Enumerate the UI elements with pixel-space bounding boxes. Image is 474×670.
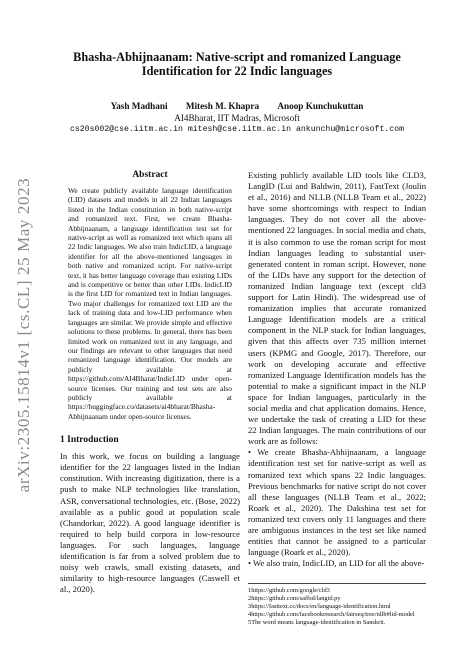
right-column (248, 170, 426, 569)
footnote-1[interactable]: 1https://github.com/google/cld3 (248, 587, 330, 594)
abstract-text: We create publicly available language identification (LID) datasets and models in all 22 Indian languages listed in the Indian constitution in both native-script and romanized text. First, we create Bhasha-Abhijnaanam, a language identification test set for native-script as well as romanized text which spans all 22 Indic languages. We also train IndicLID, a language identifier for all the above-mentioned languages in both native and romanized script. For native-script text, it has better language coverage than existing LIDs and is competitive or better than other LIDs. IndicLID is the first LID for romanized text in Indian languages. Two major challenges for romanized text LID are the lack of training data and low-LID performance when languages are similar. We provide simple and effective solutions to these problems. In general, there has been limited work on romanized text in any language, and our findings are relevant to other languages that need romanized language identification. Our models are publicly available at https://github.com/AI4Bharat/IndicLID under open-source licenses. Our training and test sets are also publicly available at https://huggingface.co/datasets/ai4bharat/Bhasha-Abhijnaanam under open-source licenses. (68, 186, 232, 421)
footnote-2[interactable]: 2https://github.com/saffsd/langid.py (248, 595, 341, 603)
title-line-1: Bhasha-Abhijnaanam: Native-script and romanized Language (73, 50, 401, 64)
paper-title (40, 50, 434, 78)
author-emails: cs20s002@cse.iitm.ac.in mitesh@cse.iitm.ac.in ankunchu@microsoft.com (69, 125, 405, 134)
author-3: Anoop Kunchukuttan (277, 101, 364, 111)
introduction-body (60, 451, 240, 595)
author-affiliations: AI4Bharat, IIT Madras, Microsoft (174, 113, 300, 123)
footnote-4[interactable]: 4https://github.com/facebookresearch/fairseq/tree/nllb#lid-model (248, 611, 415, 619)
author-block (40, 100, 434, 136)
title-line-2: Identification for 22 Indic languages (141, 64, 333, 78)
footnote-3[interactable]: 3https://fasttext.cc/docs/en/language-identification.html (248, 603, 391, 611)
author-1: Yash Madhani (110, 101, 168, 111)
introduction-heading: 1 Introduction (60, 435, 119, 446)
right-paragraph-2: • We create Bhasha-Abhijnaanam, a language identification test set for native-script as well as romanized text which spans 22 Indic languages. Previous benchmarks for native script do not cover all these languages (NLLB Team et al., 2022; Roark et al., 2020). The Dakshina test set for romanized text covers only 11 languages and there are ambiguous instances in the test set like named entities that cannot be assigned to a particular language (Roark et al., 2020). (248, 447, 426, 558)
abstract-heading: Abstract (132, 170, 168, 180)
arxiv-sidebar (4, 160, 34, 520)
left-column (60, 170, 240, 595)
right-paragraph-1: Existing publicly available LID tools like CLD3, LangID (Lui and Baldwin, 2011), FastText (Joulin et al., 2016) and NLLB (NLLB Team et al., 2022) have some shortcomings with respect to Indian languages. They do not cover all the above-mentioned 22 languages. In social media and chats, it is also common to use the roman script for most Indian languages leading to substantial user-generated content in roman script. However, none of the LIDs have any support for the detection of romanized Indian language text (except cld3 support for Latin Hindi). The widespread use of romanization implies that accurate romanized Language Identification models are a critical component in the NLP stack for Indian languages, given that this affects over 735 million internet users (KPMG and Google, 2017). Therefore, our work on developing accurate and effective romanized Language Identification models has the potential to make a significant impact in the NLP space for Indian languages, particularly in the social media and chat application domains. Hence, we undertake the task of creating a LID for these 22 Indian languages. The main contributions of our work are as follows: (248, 170, 426, 447)
right-paragraph-3: • We also train, IndicLID, an LID for all the above- (248, 558, 425, 569)
author-names (40, 100, 434, 112)
abstract-section (60, 170, 240, 421)
footnotes (248, 583, 426, 627)
introduction-paragraph: In this work, we focus on building a language identifier for the 22 languages listed in the Indian constitution. With increasing digitization, there is a push to make NLP technologies like translation, ASR, conversational technologies, etc. (Bose, 2022) available as a public good at population scale (Chandorkar, 2022). A good language identifier is required to help build corpora in low-resource languages. For such languages, language identification is far from a solved problem due to noisy web crawls, small existing datasets, and similarity to high-resource languages (Caswell et al., 2020). (60, 451, 240, 595)
footnote-5: 5The word means language-identification in Sanskrit. (248, 619, 386, 627)
arxiv-identifier: arXiv:2305.15814v1 [cs.CL] 25 May 2023 (14, 177, 33, 493)
author-2: Mitesh M. Khapra (185, 101, 260, 111)
